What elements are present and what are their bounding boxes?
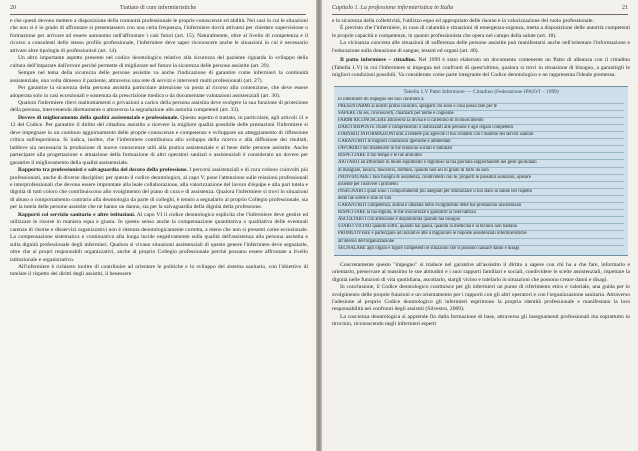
left-page-body: [10, 18, 308, 445]
paragraph-text: Concretamente questo "impegno" si traduce nel garantire all'assistito il diritto a sapere con chi ha a che fare, informarlo e orientarlo, preservare al massimo le sue abitudini e i suoi rapporti familiari e sociali, condividere le scelte assistenziali, rispettare la dignità nelle funzioni di vita quotidiana, ascoltarlo, stargli vicino e tutelarlo in situazioni che possono creare danni e disagi.: [332, 261, 630, 283]
table-line: insieme per risolvere i problemi: [338, 182, 624, 189]
paragraph: [10, 212, 308, 264]
right-page-header: [332, 5, 628, 15]
table-lines: [338, 97, 624, 252]
paragraph: [10, 167, 308, 212]
paragraph-text: È previsto che l'infermiere, in caso di calamità e situazioni di emergenza-urgenza, metta a disposizione delle autorità competenti le proprie capacità e competenze, in quanto professionista che opera nel campo della salute (art. 18).: [332, 25, 630, 39]
paragraph: [10, 100, 308, 115]
table-line: di mangiare, lavarsi, muoversi, dormire, quando non sei in grado di farlo da solo: [338, 168, 624, 175]
table-line: DARTI RISPOSTE chiare e comprensibili o indirizzarti alle persone e agli organi competenti: [338, 125, 624, 132]
left-page-header: [10, 5, 306, 15]
table-line: FARMI RICONOSCERE attraverso la divisa e il cartellino di riconoscimento: [338, 118, 624, 125]
paragraph-text: Qualora l'infermiere rilevi maltrattamenti o privazioni a carico della persona assistita deve svolgere la sua funzione di protezione della persona, intervenendo direttamente o attraverso la segnalazione alle autorità competenti (art. 33).: [10, 99, 308, 114]
table-line: INSEGNARTI quali sono i comportamenti più adeguati per ottimizzare il tuo stato di salute nel rispetto: [338, 189, 624, 196]
paragraph-heading: Dovere di miglioramento della qualità assistenziale e professionale.: [18, 114, 179, 121]
paragraph: [10, 264, 308, 279]
running-title: Capitolo 1. La professione infermieristica in Italia: [332, 5, 454, 11]
table-line: all'interno dell'organizzazione: [338, 239, 624, 246]
paragraph: [10, 85, 308, 100]
table-line: Io infermiere mi impegno nei tuoi confronti a:: [338, 97, 624, 104]
paragraph-heading: Rapporto tra professionisti e salvaguardia del decoro della professione.: [18, 167, 188, 174]
paragraph: [332, 25, 630, 40]
paragraph: [332, 40, 630, 55]
text-after-table: [332, 262, 630, 329]
right-page: [322, 0, 638, 451]
table-line: GARANTIRTI le migliori condizioni igieniche e ambientali: [338, 139, 624, 146]
paragraph-text: e la sicurezza della collettività, l'utilizzo equo ed appropriato delle risorse e la valorizzazione del ruolo professionale.: [332, 18, 594, 24]
table-line: PROMUOVERE e partecipare ad iniziative atte a migliorare le risposte assistenziali infermieristiche: [338, 231, 624, 238]
table-line: AIUTARTI ad affrontare in modo equilibrato e dignitoso la tua giornata supportandoti nei gesti quotidiani: [338, 160, 624, 167]
paragraph: [332, 284, 630, 314]
paragraph-text: Un altro importante aspetto presente nel codice deontologico relativo alla sicurezza del paziente riguarda lo sviluppo della cultura dell'imparare dall'errore perché permette di migliorare nel futuro la sicurezza delle persone assistite (art. 29).: [10, 55, 308, 69]
left-page: [0, 0, 316, 451]
table-line: GARANTIRTI competenza, abilità e umanità nello svolgimento delle tue prestazioni assistenziali: [338, 203, 624, 210]
table-line: SEGNALARE agli organi e figure competenti le situazioni che ti possono causare danni e disagi: [338, 245, 520, 251]
table-line: ASCOLTARTI con attenzione e disponibilità quando hai bisogno: [338, 217, 624, 224]
paragraph-text: La coscienza deontologica si apprende fin dalla formazione di base, attraverso gli insegnamenti professionali ma soprattutto in tirocinio, riconoscendo negli infermieri esperti: [332, 313, 630, 328]
table-line: FORNIRTI INFORMAZIONI utili a rendere più agevole il tuo contatto con l'insieme dei servizi sanitari: [338, 132, 624, 139]
table-line: delle tue scelte e stile di vita: [338, 196, 624, 203]
paragraph: [10, 115, 308, 167]
page-number: 21: [622, 5, 628, 11]
paragraph: [332, 262, 630, 284]
paragraph-text: Sempre nel tema della sicurezza delle persone assistite va anche l'indicazione di garantire come infermieri la continuità assistenziale, una volta dimesso il paziente, attraverso una rete di servizi e interventi multi professionali (art. 27).: [10, 70, 308, 84]
text-before-table: [332, 18, 630, 80]
table-title: Tabella 1.V Patto Infermiere — Cittadino (Federazione IPASVI – 1999): [403, 88, 559, 95]
paragraph-text: Nel 1999 è stato elaborato un documento contenente un Patto di alleanza con il cittadino (Tabella 1.V) in cui l'infermiere si impegna nei confronti di quest'ultimo, qualora si trovi in situazione di bisogno, a garantirgli le migliori condizioni possibili. Va considerato come parte integrante del Codice deontologico e ne rappresenta l'ideale premessa.: [332, 57, 630, 79]
paragraph: [332, 57, 630, 79]
running-title: Trattato di cure infermieristiche: [119, 5, 197, 11]
table-line: PRESENTARMI al nostro primo incontro, spiegarti chi sono e cosa posso fare per te: [338, 104, 624, 111]
page-number: 20: [10, 5, 16, 11]
table-line: INDIVIDUARE i tuoi bisogni di assistenza, condividerli con te, proporti le possibili soluzioni, operare: [338, 175, 624, 182]
paragraph-text: Per garantire la sicurezza della persona assistita particolare attenzione va posta al ricorso alla contenzione, che deve essere adoperata solo in casi eccezionali e sostenuta da prescrizione medica o da documentate valutazioni assistenziali (art. 30).: [10, 85, 308, 99]
paragraph: [10, 18, 308, 55]
paragraph-heading: Il patto infermiere – cittadino.: [340, 57, 417, 64]
paragraph-text: In conclusione, il Codice deontologico costituisce per gli infermieri un punto di riferimento etico e valoriale, una guida per lo svolgimento delle proprie funzioni e un orientamento per i rapporti con gli altri operatori e con l'organizzazione sanitaria. Attraverso l'adesione al proprio Codice deontologico gli infermieri esprimono la propria identità professionale e manifestano la loro responsabilità nei confronti degli assistiti (Silvestro, 2009).: [332, 284, 630, 313]
paragraph-text: Al capo VI il codice deontologico esplicita che l'infermiere deve gestire ed utilizzare le risorse in maniera equa e giusta. In questo senso anche la compensazione quantitativa o qualitativa delle eventuali carenze di risorse e disservizi organizzativi non è ritenuta deontologicamente corretta, a meno che non si presenti come eccezionale. La compensazione sistematica e continuativa alla lunga incide negativamente sulla qualità dell'assistenza alla persona assistita e sulla dignità professionale degli infermieri. Qualora si vivano situazioni assistenziali di questo genere l'infermiere deve segnalarle, oltre che ai propri responsabili organizzativi, anche al proprio Collegio professionale perché possano essere affrontate a livello istituzionale e organizzativo.: [10, 211, 308, 263]
paragraph-text: Questo aspetto è trattato, in particolare, agli articoli 11 e 12 del Codice. Per garantire il diritto del cittadino assistito a ricevere la migliore qualità possibile delle prestazioni l'infermiere si deve impegnare in un continuo aggiornamento delle proprie conoscenze e competenze e sviluppare un atteggiamento di riflessione critica sull'esperienza. Si indica, inoltre, che l'infermiere contribuisca allo sviluppo della ricerca e alla diffusione dei risultati, laddove sia necessaria la produzione di nuove conoscenze utili alla pratica assistenziale e al bene delle persone assistite. Anche partecipare alla progettazione e attuazione della formazione di altri operatori sanitari e assistenziali è considerato un dovere per garantire il miglioramento della qualità assistenziale.: [10, 114, 308, 166]
table-line: RISPETTARE il tuo tempo e le tue abitudini: [338, 153, 624, 160]
paragraph-text: All'infermiere è richiesto inoltre di contribuire ad orientare le politiche e lo sviluppo del sistema sanitario, con l'obiettivo di tutelare il rispetto dei diritti degli assistiti, il benessere: [10, 263, 308, 278]
table-line: SAPERE chi sei, riconoscerti, chiamarti per nome e cognome: [338, 111, 624, 118]
table-line: RISPETTARE la tua dignità, le tue insicurezze e garantirti la riservatezza: [338, 210, 624, 217]
table-line: STARTI VICINO quando soffri, quando hai paura, quando la medicina e la tecnica non bastano: [338, 224, 624, 231]
paragraph-text: I percorsi assistenziali e di cura vedono coinvolti più professionisti, anche di diverse discipline; per questo il codice deontologico, al capo V, pone l'attenzione sulle relazioni professionali e interprofessionali che devono essere improntate alla leale collaborazione, alla valorizzazione del lavoro d'équipe e alla pari tutela e dignità di tutti coloro che contribuiscono allo svolgimento del piano di cura e di assistenza. Qualora l'infermiere si trovi in situazioni di abuso o comportamento contrario alla deontologia da parte di colleghi, è tenuto a segnalarlo al proprio Collegio professionale, sia per la tutela delle persone assistite che ne hanno un danno, sia per la salvaguardia della dignità della professione.: [10, 167, 308, 211]
paragraph-heading: Rapporti col servizio sanitario e altre istituzioni.: [18, 211, 136, 218]
paragraph-text: e che questi devono mettere a disposizione della comunità professionale le proprie conoscenze ed abilità. Nei casi in cui le situazioni che non si è in grado di affrontare si presentassero con una certa frequenza, l'infermiere dovrà attivarsi per chiedere supervisione o formazione per arrivare ad essere autonomo nell'affrontare i casi futuri (art. 15). Naturalmente, oltre al livello di competenza e il ricorso a consulenti dello stesso profilo professionale, l'infermiere deve saper riconoscere anche le situazioni in cui è necessario attivare altre tipologie di professionisti (art. 14).: [10, 18, 308, 54]
patto-table: [334, 86, 628, 256]
table-line: FAVORIRTI nel mantenere le tue relazioni sociali e familiari: [338, 146, 624, 153]
right-page-body: [332, 18, 630, 445]
paragraph-text: La vicinanza concreta alle situazioni di sofferenza delle persone assistite può manifestarsi anche nell'orientare l'informazione e l'educazione sulla donazione di sangue, tessuti ed organi (art. 40).: [332, 40, 630, 54]
paragraph: [10, 70, 308, 85]
paragraph: [10, 55, 308, 70]
paragraph: [332, 314, 630, 329]
